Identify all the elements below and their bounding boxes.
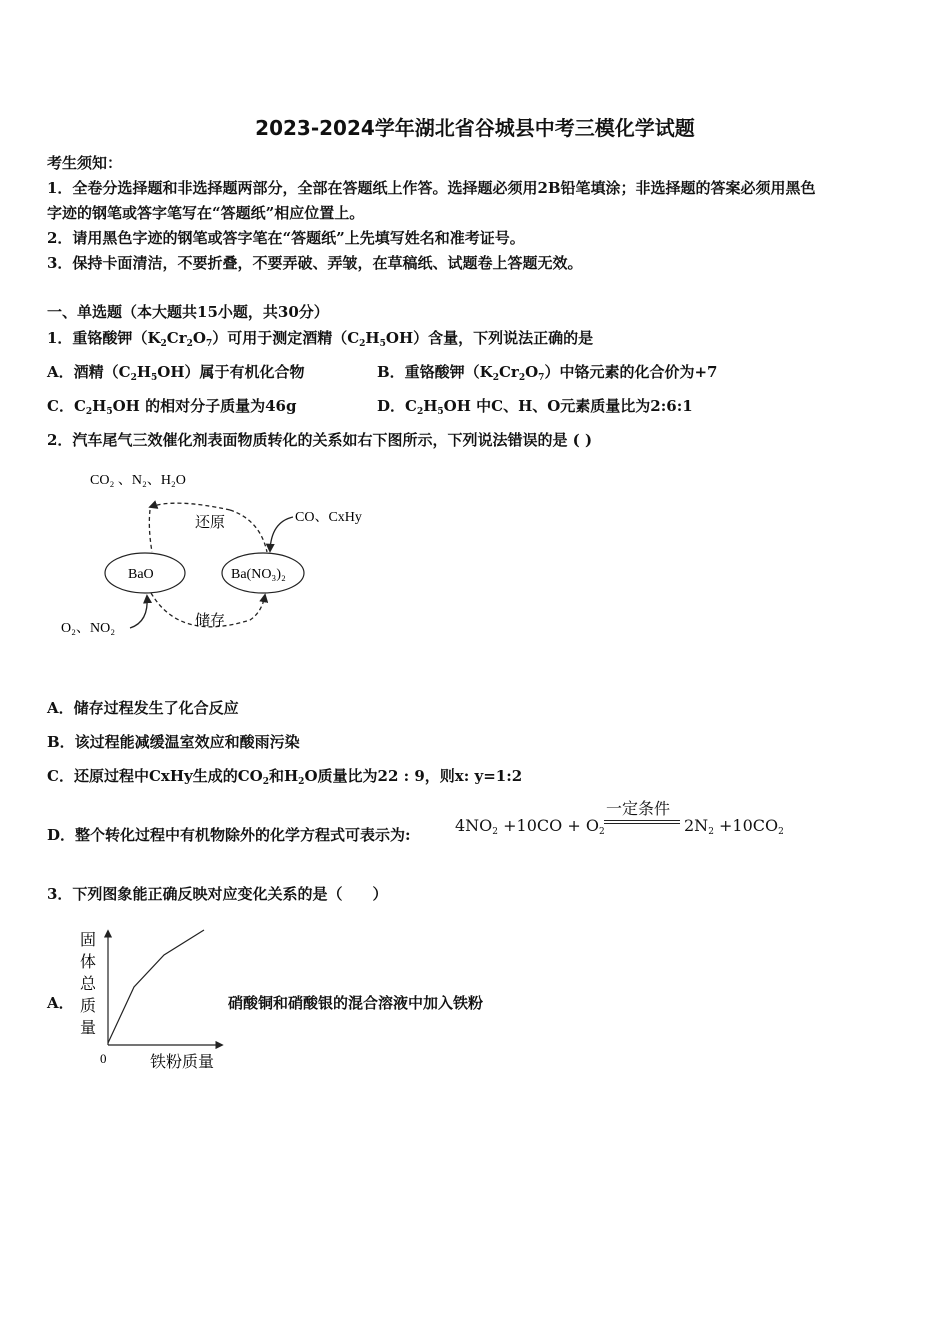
- x-axis-label: 铁粉质量: [150, 1054, 215, 1071]
- reduction-arrow-left: [149, 510, 152, 552]
- notice-item-2: 2．请用黑色字迹的钢笔或答字笔在“答题纸”上先填写姓名和准考证号。: [47, 229, 525, 247]
- reduction-arrow-right: [230, 510, 267, 552]
- origin-label: 0: [100, 1051, 107, 1066]
- notice-heading: 考生须知：: [47, 154, 123, 172]
- iron-powder-graph: [72, 925, 232, 1075]
- reactant-input-arrow: [130, 596, 147, 628]
- question-2-option-b: B．该过程能减缓温室效应和酸雨污染: [47, 733, 300, 751]
- y-label-char-3: 总: [80, 976, 97, 993]
- question-3-option-a-text: 硝酸铜和硝酸银的混合溶液中加入铁粉: [228, 994, 484, 1012]
- question-3-stem: 3．下列图象能正确反映对应变化关系的是（ ）: [47, 885, 388, 903]
- reduction-arrow-top: [150, 503, 230, 510]
- equation-left: $4NO_2 +10CO + O_2$: [455, 816, 605, 837]
- notice-item-1-cont: 字迹的钢笔或答字笔写在“答题纸”相应位置上。: [47, 204, 365, 222]
- section-heading: 一、单选题（本大题共15小题，共30分）: [47, 303, 329, 321]
- question-2-stem: 2．汽车尾气三效催化剂表面物质转化的关系如右下图所示，下列说法错误的是 ( ): [47, 431, 593, 449]
- equation-right: $2N_2 +10CO_2$: [684, 816, 784, 837]
- question-3-option-a-label: A．: [47, 994, 74, 1012]
- question-2-option-d: D．整个转化过程中有机物除外的化学方程式可表示为:: [47, 826, 411, 844]
- question-1-option-d: D．$C_2H_5OH$ 中C、H、O元素质量比为2:6:1: [377, 397, 693, 417]
- y-label-char-4: 质: [80, 998, 97, 1015]
- reducer-input-arrow: [270, 517, 293, 551]
- notice-item-3: 3．保持卡面清洁，不要折叠，不要弄破、弄皱，在草稿纸、试题卷上答题无效。: [47, 254, 583, 272]
- y-label-char-1: 固: [80, 932, 97, 949]
- question-1-option-c: C．$C_2H_5OH$ 的相对分子质量为46g: [47, 397, 297, 417]
- equation-equals: [604, 820, 680, 824]
- question-1-option-b: B．重铬酸钾$(K_2Cr_2O_7)$中铬元素的化合价为+7: [377, 363, 718, 383]
- equation-condition: 一定条件: [606, 799, 671, 818]
- page-title: 2023-2024学年湖北省谷城县中考三模化学试题: [255, 116, 695, 140]
- bao-label: BaO: [128, 567, 154, 582]
- storage-label: 储存: [195, 613, 226, 629]
- products-label: CO₂ 、N₂、H₂O: [90, 473, 186, 488]
- notice-item-1: 1．全卷分选择题和非选择题两部分，全部在答题纸上作答。选择题必须用2B铅笔填涂；非选择题的答案必须用黑色: [47, 179, 816, 197]
- catalyst-cycle-diagram: [55, 462, 395, 647]
- question-2-option-a: A．储存过程发生了化合反应: [47, 699, 239, 717]
- question-1-option-a: A．酒精$(C_2H_5OH)$属于有机化合物: [47, 363, 305, 383]
- y-label-char-2: 体: [80, 954, 97, 971]
- y-label-char-5: 量: [80, 1020, 97, 1037]
- reactants-label: O₂、NO₂: [61, 621, 116, 636]
- reduction-label: 还原: [195, 515, 226, 531]
- reducers-label: CO、CxHy: [295, 510, 362, 525]
- bano3-label: Ba(NO₃)₂: [231, 567, 286, 582]
- mass-curve: [108, 930, 204, 1043]
- question-1-stem: 1．重铬酸钾$(K_2Cr_2O_7)$可用于测定酒精$(C_2H_5OH)$含量，下列说法正确的是: [47, 329, 594, 349]
- question-2-option-c: C．还原过程中CxHy生成的$CO_2$和$H_2O$质量比为22 : 9，则x: y=1:2: [47, 767, 523, 787]
